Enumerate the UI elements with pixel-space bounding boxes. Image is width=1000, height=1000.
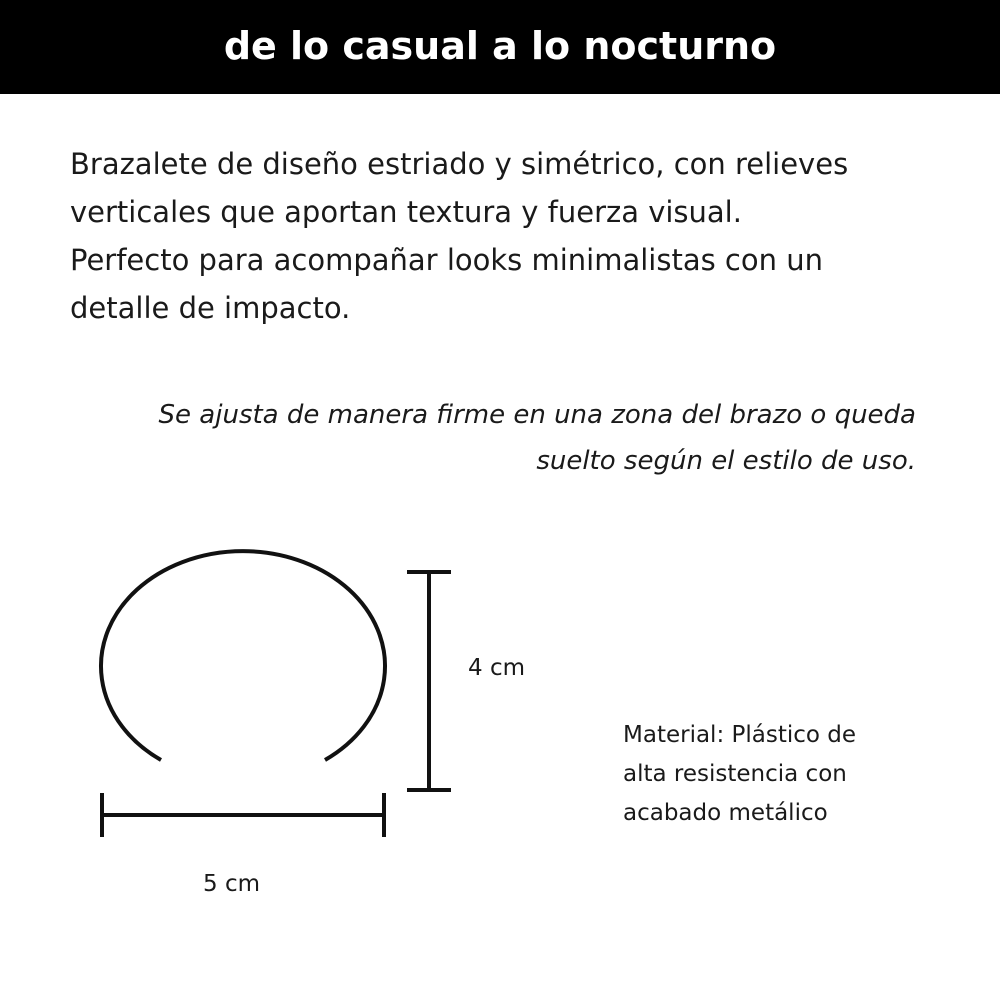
material-note: [623, 716, 943, 833]
height-dimension: [407, 572, 451, 790]
height-label: 4 cm: [468, 655, 525, 681]
description-line: Brazalete de diseño estriado y simétrico, con relieves: [70, 147, 849, 181]
page-title: de lo casual a lo nocturno: [223, 24, 777, 68]
fit-note-line: suelto según el estilo de uso.: [536, 446, 916, 476]
width-label: 5 cm: [203, 871, 260, 897]
fit-note-line: Se ajusta de manera firme en una zona del brazo o queda: [158, 400, 916, 430]
material-line: Material: Plástico de: [623, 722, 857, 748]
description-line: verticales que aportan textura y fuerza visual.: [70, 195, 742, 229]
material-line: alta resistencia con: [623, 761, 847, 787]
bracelet-outline: [101, 551, 385, 760]
description-line: Perfecto para acompañar looks minimalistas con un: [70, 243, 823, 277]
description-line: detalle de impacto.: [70, 291, 351, 325]
material-line: acabado metálico: [623, 800, 828, 826]
width-dimension: [102, 793, 384, 837]
